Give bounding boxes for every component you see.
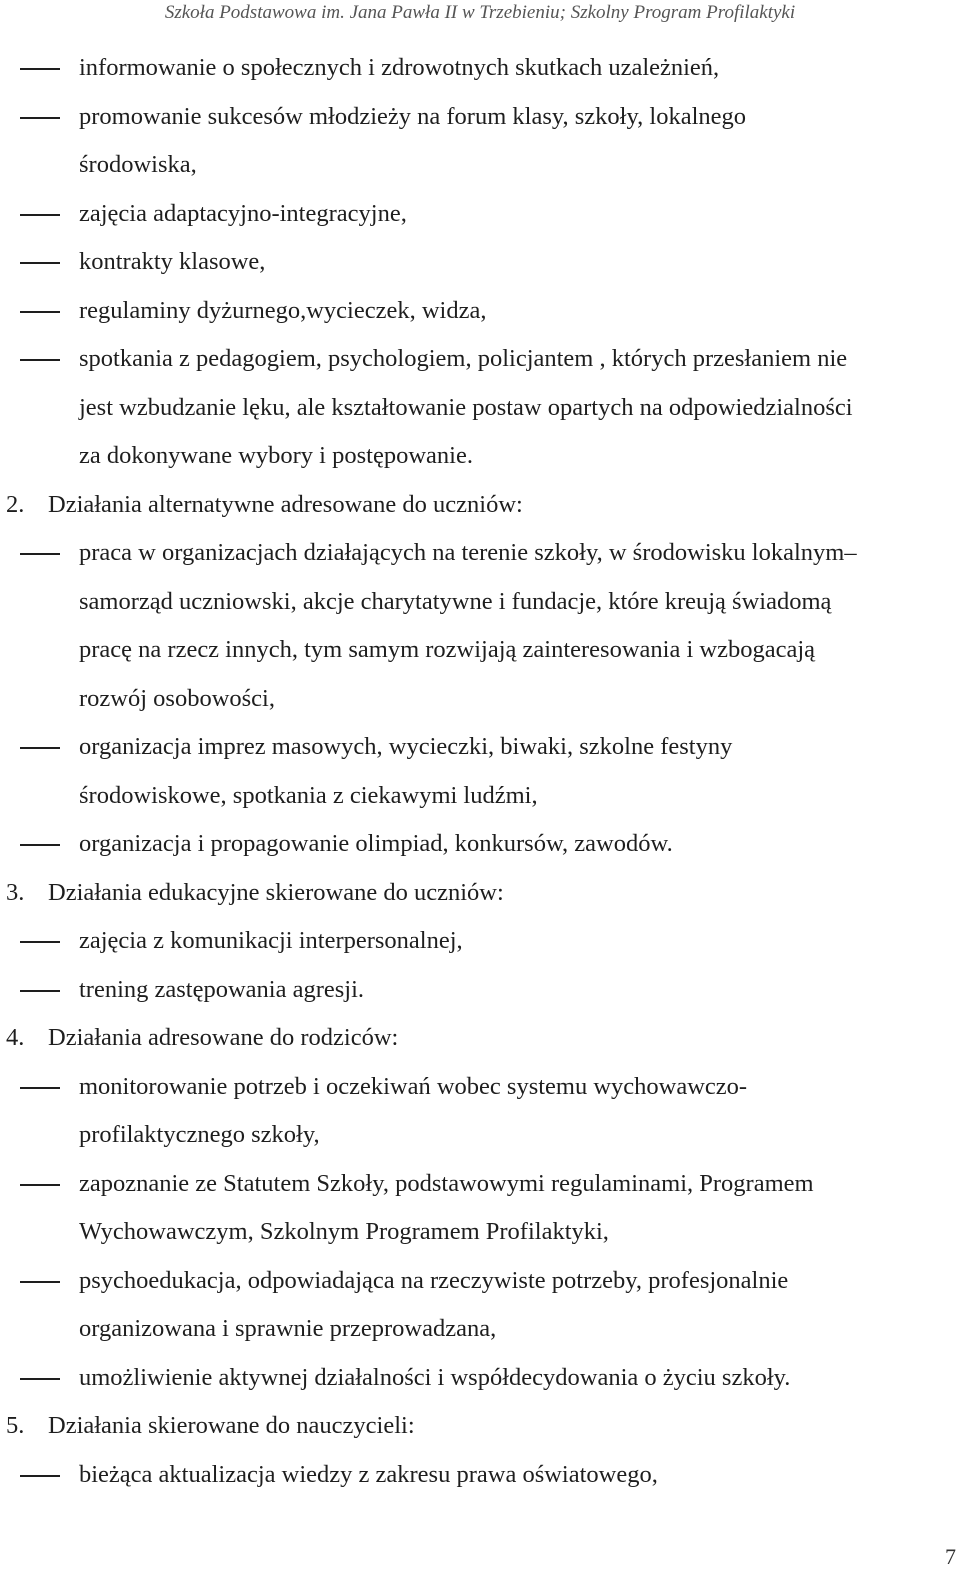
line-text: za dokonywane wybory i postępowanie. bbox=[79, 442, 473, 469]
line-text: Działania alternatywne adresowane do uczniów: bbox=[48, 490, 523, 518]
dash-bullet-icon bbox=[20, 359, 60, 361]
list-item bbox=[0, 1354, 960, 1403]
line-text: Wychowawczym, Szkolnym Programem Profilaktyki, bbox=[79, 1218, 609, 1245]
list-item bbox=[0, 1160, 960, 1209]
dash-bullet-icon bbox=[20, 68, 60, 70]
dash-bullet-icon bbox=[20, 311, 60, 313]
line-text: kontrakty klasowe, bbox=[79, 248, 266, 275]
line-text: bieżąca aktualizacja wiedzy z zakresu prawa oświatowego, bbox=[79, 1460, 658, 1488]
list-item-continuation bbox=[0, 675, 960, 724]
list-item bbox=[0, 723, 960, 772]
dash-bullet-icon bbox=[20, 990, 60, 992]
list-item-continuation bbox=[0, 1305, 960, 1354]
line-text: trening zastępowania agresji. bbox=[79, 975, 365, 1003]
line-text: profilaktycznego szkoły, bbox=[79, 1121, 320, 1148]
line-text: środowiskowe, spotkania z ciekawymi ludźmi, bbox=[79, 781, 538, 809]
document-body bbox=[0, 44, 960, 1499]
list-item bbox=[0, 44, 960, 93]
line-text: zapoznanie ze Statutem Szkoły, podstawowymi regulaminami, Programem bbox=[79, 1169, 814, 1197]
page-number: 7 bbox=[945, 1544, 956, 1569]
list-item bbox=[0, 335, 960, 384]
page-header: Szkoła Podstawowa im. Jana Pawła II w Trzebieniu; Szkolny Program Profilaktyki bbox=[164, 2, 796, 23]
numbered-heading bbox=[0, 1014, 960, 1063]
list-item bbox=[0, 1257, 960, 1306]
line-text: organizacja i propagowanie olimpiad, konkursów, zawodów. bbox=[79, 830, 673, 857]
dash-bullet-icon bbox=[20, 1378, 60, 1380]
list-item-continuation bbox=[0, 432, 960, 481]
list-item-continuation bbox=[0, 772, 960, 821]
list-item-continuation bbox=[0, 1208, 960, 1257]
list-item bbox=[0, 1451, 960, 1500]
list-item-continuation bbox=[0, 578, 960, 627]
list-item bbox=[0, 190, 960, 239]
line-text: Działania adresowane do rodziców: bbox=[48, 1024, 399, 1051]
dash-bullet-icon bbox=[20, 1475, 60, 1477]
list-item-continuation bbox=[0, 384, 960, 433]
list-item bbox=[0, 1063, 960, 1112]
section-number: 4. bbox=[6, 1024, 25, 1051]
line-text: regulaminy dyżurnego,wycieczek, widza, bbox=[79, 296, 487, 324]
list-item bbox=[0, 238, 960, 287]
dash-bullet-icon bbox=[20, 1281, 60, 1283]
list-item bbox=[0, 529, 960, 578]
dash-bullet-icon bbox=[20, 214, 60, 216]
section-number: 5. bbox=[6, 1412, 25, 1439]
list-item bbox=[0, 820, 960, 869]
line-text: organizacja imprez masowych, wycieczki, biwaki, szkolne festyny bbox=[79, 733, 733, 760]
line-text: jest wzbudzanie lęku, ale kształtowanie postaw opartych na odpowiedzialności bbox=[79, 393, 853, 421]
numbered-heading bbox=[0, 869, 960, 918]
dash-bullet-icon bbox=[20, 553, 60, 555]
line-text: praca w organizacjach działających na terenie szkoły, w środowisku lokalnym– bbox=[79, 539, 857, 566]
list-item-continuation bbox=[0, 141, 960, 190]
list-item bbox=[0, 917, 960, 966]
line-text: umożliwienie aktywnej działalności i współdecydowania o życiu szkoły. bbox=[79, 1363, 791, 1391]
line-text: samorząd uczniowski, akcje charytatywne i fundacje, które kreują świadomą bbox=[79, 587, 832, 615]
dash-bullet-icon bbox=[20, 1184, 60, 1186]
line-text: organizowana i sprawnie przeprowadzana, bbox=[79, 1315, 497, 1342]
line-text: rozwój osobowości, bbox=[79, 684, 275, 712]
numbered-heading bbox=[0, 481, 960, 530]
list-item-continuation bbox=[0, 626, 960, 675]
line-text: spotkania z pedagogiem, psychologiem, policjantem , których przesłaniem nie bbox=[79, 345, 848, 372]
dash-bullet-icon bbox=[20, 844, 60, 846]
line-text: psychoedukacja, odpowiadająca na rzeczywiste potrzeby, profesjonalnie bbox=[79, 1266, 789, 1294]
line-text: Działania edukacyjne skierowane do uczniów: bbox=[48, 878, 504, 906]
list-item-continuation bbox=[0, 1111, 960, 1160]
line-text: promowanie sukcesów młodzieży na forum klasy, szkoły, lokalnego bbox=[79, 102, 747, 130]
list-item bbox=[0, 93, 960, 142]
line-text: Działania skierowane do nauczycieli: bbox=[48, 1412, 415, 1439]
dash-bullet-icon bbox=[20, 117, 60, 119]
line-text: zajęcia adaptacyjno-integracyjne, bbox=[79, 199, 407, 227]
numbered-heading bbox=[0, 1402, 960, 1451]
line-text: zajęcia z komunikacji interpersonalnej, bbox=[79, 927, 463, 954]
line-text: środowiska, bbox=[79, 151, 197, 178]
section-number: 2. bbox=[6, 490, 25, 518]
dash-bullet-icon bbox=[20, 262, 60, 264]
list-item bbox=[0, 287, 960, 336]
dash-bullet-icon bbox=[20, 941, 60, 943]
section-number: 3. bbox=[6, 878, 25, 906]
dash-bullet-icon bbox=[20, 747, 60, 749]
line-text: pracę na rzecz innych, tym samym rozwijają zainteresowania i wzbogacają bbox=[79, 636, 816, 663]
dash-bullet-icon bbox=[20, 1087, 60, 1089]
list-item bbox=[0, 966, 960, 1015]
line-text: informowanie o społecznych i zdrowotnych skutkach uzależnień, bbox=[79, 54, 720, 81]
line-text: monitorowanie potrzeb i oczekiwań wobec systemu wychowawczo- bbox=[79, 1072, 748, 1100]
